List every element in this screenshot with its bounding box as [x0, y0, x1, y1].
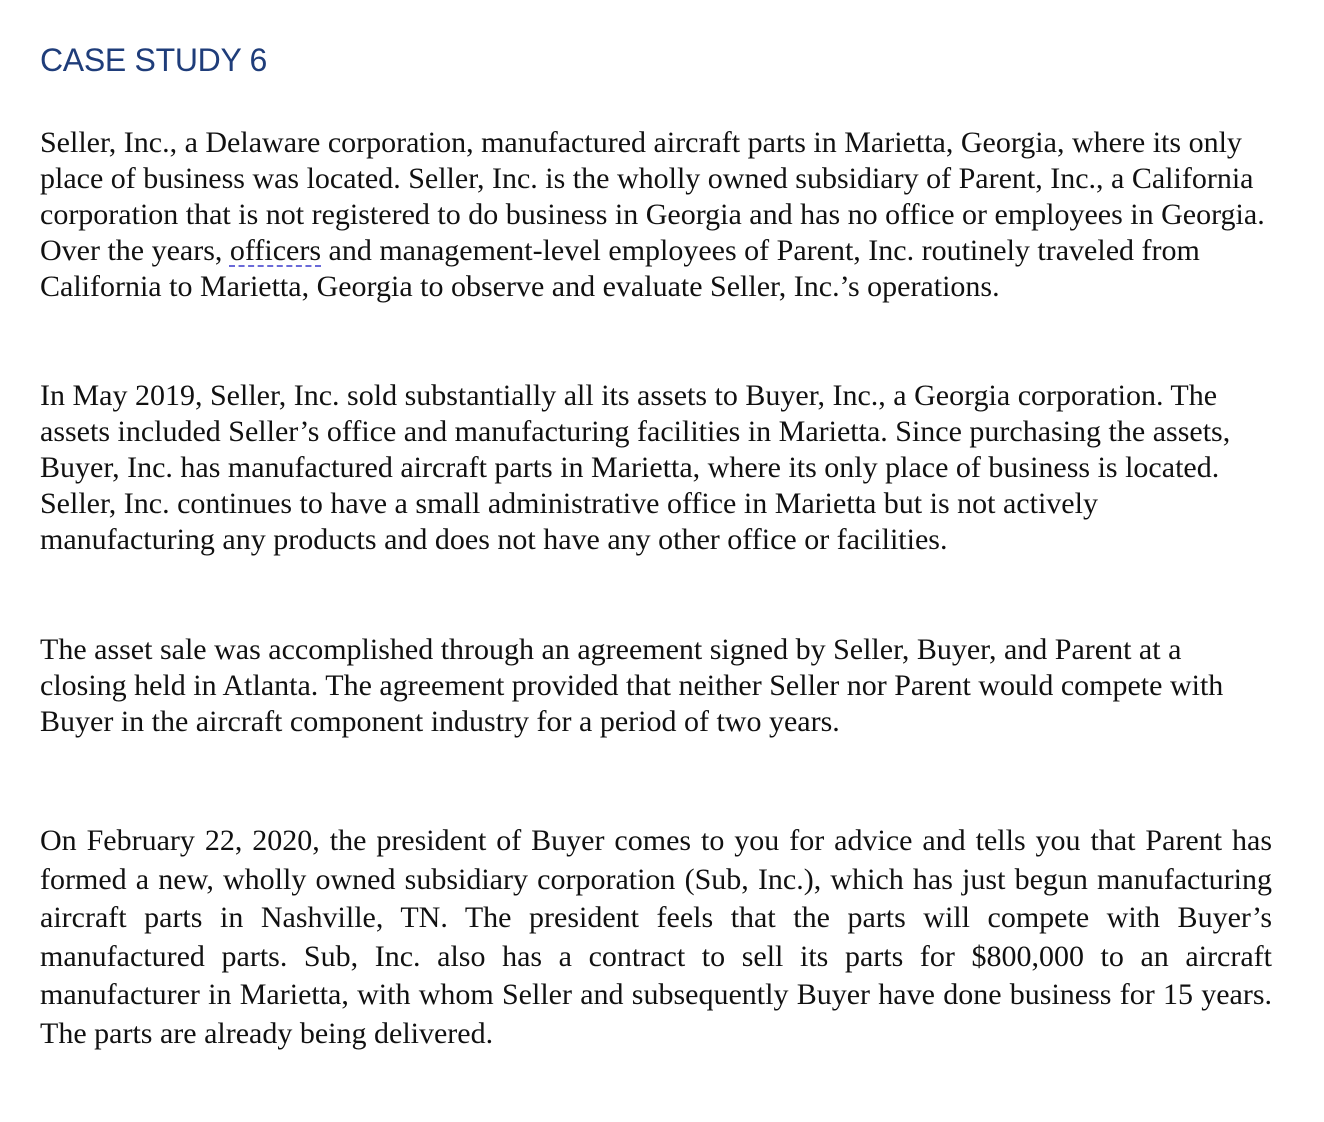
spellcheck-flagged-word[interactable]: officers [229, 234, 321, 267]
case-study-heading: CASE STUDY 6 [40, 42, 267, 78]
paragraph-1-text-start: Seller, Inc., a Delaware corporation, manufactured aircraft parts in Marietta, Georgia, where its only place of business was located. Seller, Inc. is the wholly owned subsidiary of Parent, Inc., a California corporation that is not registered to do business in Georgia and has no office or employees in Georgia. Over the years, [40, 126, 1265, 267]
paragraph-3: The asset sale was accomplished through an agreement signed by Seller, Buyer, and Parent at a closing held in Atlanta. The agreement provided that neither Seller nor Parent would compete with Buyer in the aircraft component industry for a period of two years. [40, 633, 1224, 738]
paragraph-1 [40, 125, 1272, 305]
paragraph-4: On February 22, 2020, the president of Buyer comes to you for advice and tells you that Parent has formed a new, wholly owned subsidiary corporation (Sub, Inc.), which has just begun manufacturing aircraft parts in Nashville, TN. The president feels that the parts will compete with Buyer’s manufactured parts. Sub, Inc. also has a contract to sell its parts for $800,000 to an aircraft manufacturer in Marietta, with whom Seller and subsequently Buyer have done business for 15 years. The parts are already being delivered. [40, 824, 1272, 1050]
paragraph-2: In May 2019, Seller, Inc. sold substantially all its assets to Buyer, Inc., a Georgia corporation. The assets included Seller’s office and manufacturing facilities in Marietta. Since purchasing the assets, Buyer, Inc. has manufactured aircraft parts in Marietta, where its only place of business is located. Seller, Inc. continues to have a small administrative office in Marietta but is not actively manufacturing any products and does not have any other office or facilities. [40, 379, 1231, 556]
paragraph-1-text-end: and management-level employees of Parent, Inc. routinely traveled from California to Marietta, Georgia to observe and evaluate Seller, Inc.’s operations. [40, 234, 1200, 303]
